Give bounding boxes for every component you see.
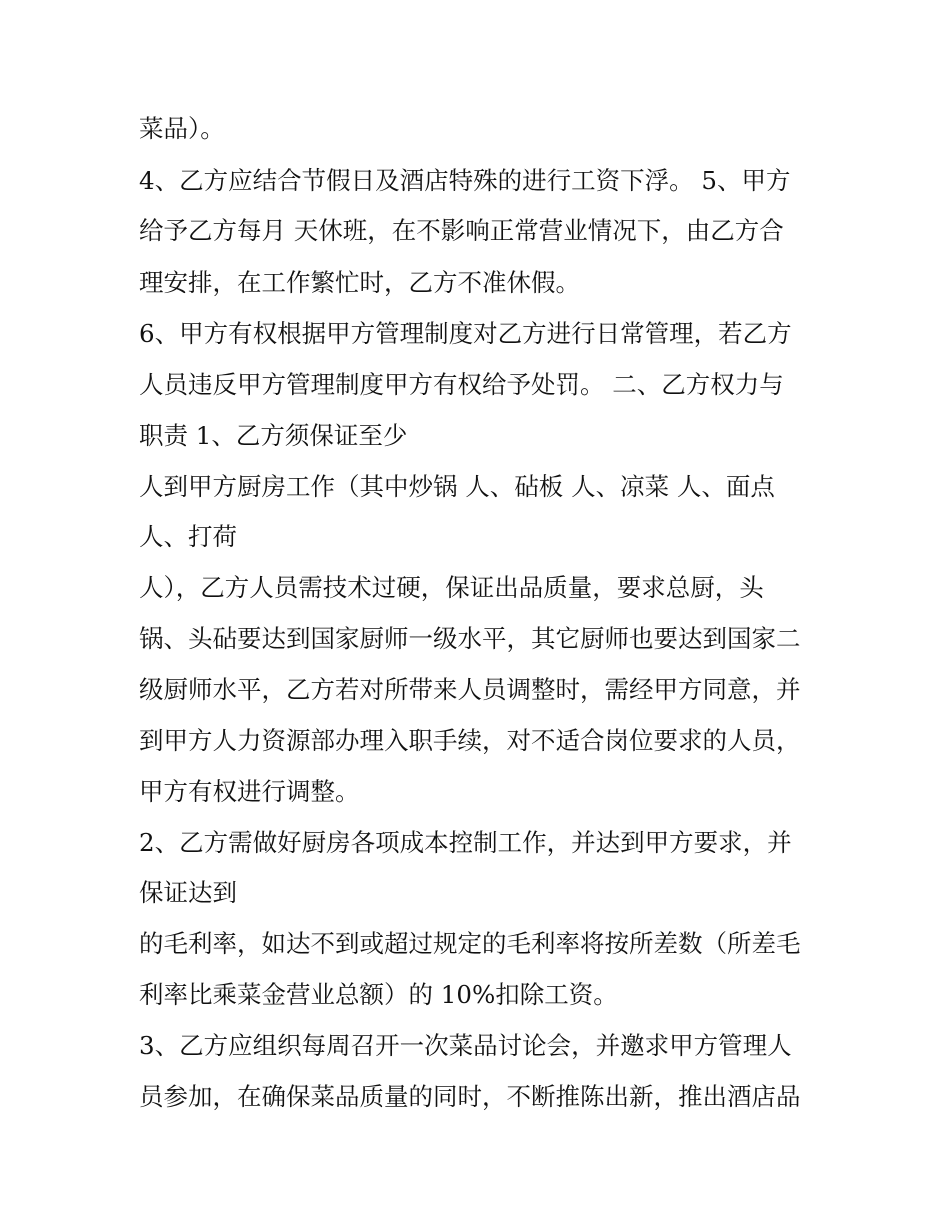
text-line: 人员违反甲方管理制度甲方有权给予处罚。 二、乙方权力与 (139, 370, 784, 399)
text-line: 菜品）。 (139, 114, 225, 143)
text-line: 人），乙方人员需技术过硬，保证出品质量，要求总厨，头 (139, 573, 764, 602)
text-line: 给予乙方每月 天休班，在不影响正常营业情况下，由乙方合 (139, 216, 784, 245)
text-line: 6、甲方有权根据甲方管理制度对乙方进行日常管理，若乙方 (139, 319, 792, 348)
text-line: 的毛利率，如达不到或超过规定的毛利率将按所差数（所差毛 (139, 929, 801, 958)
text-line: 甲方有权进行调整。 (139, 777, 360, 806)
text-line: 人到甲方厨房工作（其中炒锅 人、砧板 人、凉菜 人、面点 (139, 472, 775, 501)
text-line: 锅、头砧要达到国家厨师一级水平，其它厨师也要达到国家二 (139, 624, 801, 653)
text-line: 保证达到 (139, 878, 237, 907)
text-line: 3、乙方应组织每周召开一次菜品讨论会，并邀求甲方管理人 (139, 1031, 792, 1060)
text-line: 利率比乘菜金营业总额）的 10%扣除工资。 (139, 980, 618, 1009)
text-line: 理安排，在工作繁忙时，乙方不准休假。 (139, 268, 580, 297)
text-line: 职责 1、乙方须保证至少 (139, 421, 408, 450)
text-line: 员参加，在确保菜品质量的同时，不断推陈出新，推出酒店品 (139, 1082, 801, 1111)
text-line: 4、乙方应结合节假日及酒店特殊的进行工资下浮。 5、甲方 (139, 166, 791, 195)
text-line: 级厨师水平，乙方若对所带来人员调整时，需经甲方同意，并 (139, 675, 801, 704)
text-line: 2、乙方需做好厨房各项成本控制工作，并达到甲方要求，并 (139, 828, 792, 857)
text-line: 人、打荷 (139, 522, 237, 551)
text-line: 到甲方人力资源部办理入职手续，对不适合岗位要求的人员， (139, 726, 801, 755)
